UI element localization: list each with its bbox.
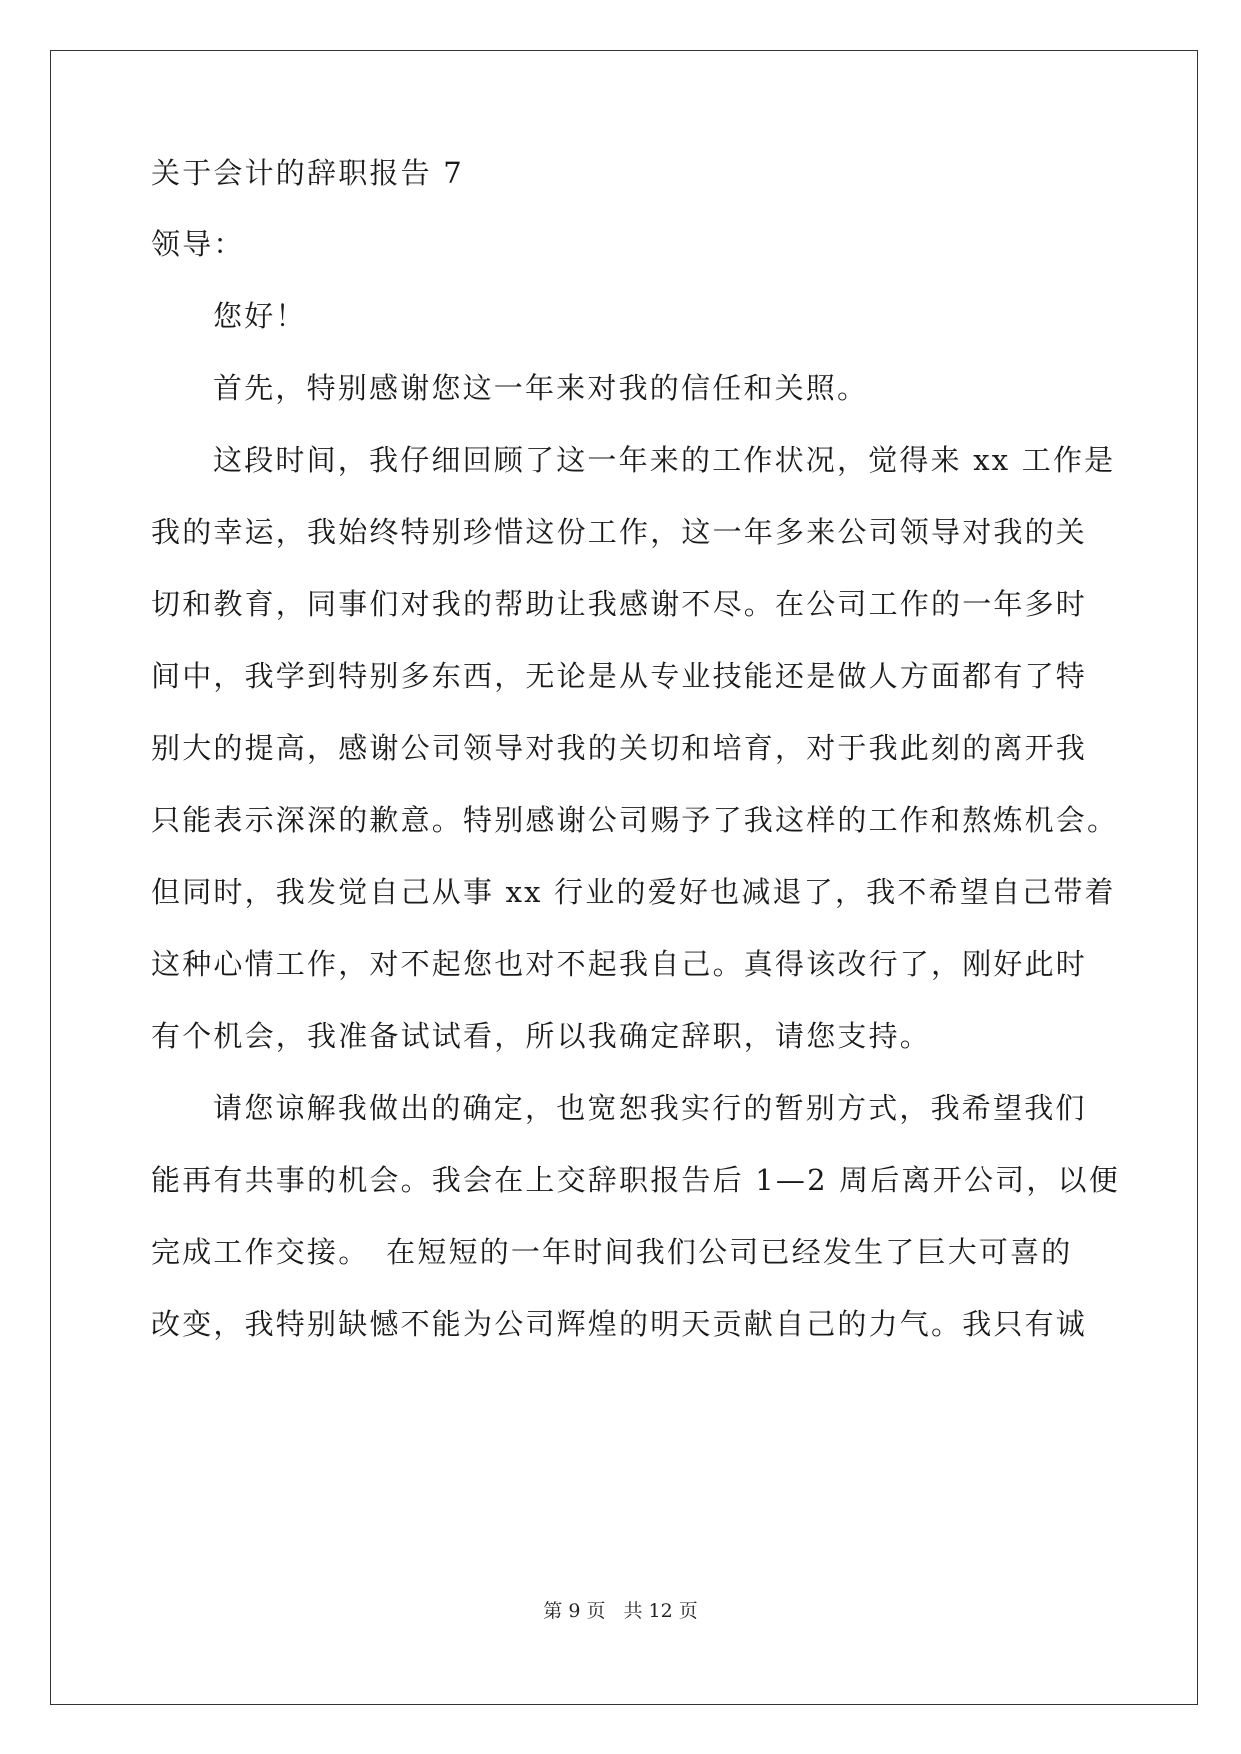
page-footer	[0, 1599, 1241, 1623]
body-line: 请您谅解我做出的确定，也宽恕我实行的暂别方式，我希望我们	[213, 1091, 1087, 1125]
body-line: 这种心情工作，对不起您也对不起我自己。真得该改行了，刚好此时	[151, 947, 1088, 981]
body-line: 能再有共事的机会。我会在上交辞职报告后 1—2 周后离开公司，以便	[151, 1163, 1120, 1197]
greeting: 您好！	[213, 299, 307, 333]
salutation: 领导：	[151, 227, 245, 261]
body-line: 但同时，我发觉自己从事 xx 行业的爱好也减退了，我不希望自己带着	[151, 875, 1116, 909]
body-line: 完成工作交接。 在短短的一年时间我们公司已经发生了巨大可喜的	[151, 1235, 1073, 1269]
body-line: 改变，我特别缺憾不能为公司辉煌的明天贡献自己的力气。我只有诚	[151, 1307, 1088, 1341]
body-line: 别大的提高，感谢公司领导对我的关切和培育，对于我此刻的离开我	[151, 731, 1088, 765]
body-line: 间中，我学到特别多东西，无论是从专业技能还是做人方面都有了特	[151, 659, 1088, 693]
body-line: 这段时间，我仔细回顾了这一年来的工作状况，觉得来 xx 工作是	[213, 443, 1116, 477]
body-line: 有个机会，我准备试试看，所以我确定辞职，请您支持。	[151, 1019, 932, 1053]
page-total: 共 12 页	[623, 1600, 698, 1622]
document-title: 关于会计的辞职报告 7	[151, 156, 464, 190]
page-number: 第 9 页	[543, 1600, 606, 1622]
body-line: 只能表示深深的歉意。特别感谢公司赐予了我这样的工作和熬炼机会。	[151, 803, 1119, 837]
body-line: 我的幸运，我始终特别珍惜这份工作，这一年多来公司领导对我的关	[151, 515, 1088, 549]
body-line: 切和教育，同事们对我的帮助让我感谢不尽。在公司工作的一年多时	[151, 587, 1088, 621]
body-line: 首先，特别感谢您这一年来对我的信任和关照。	[213, 371, 869, 405]
